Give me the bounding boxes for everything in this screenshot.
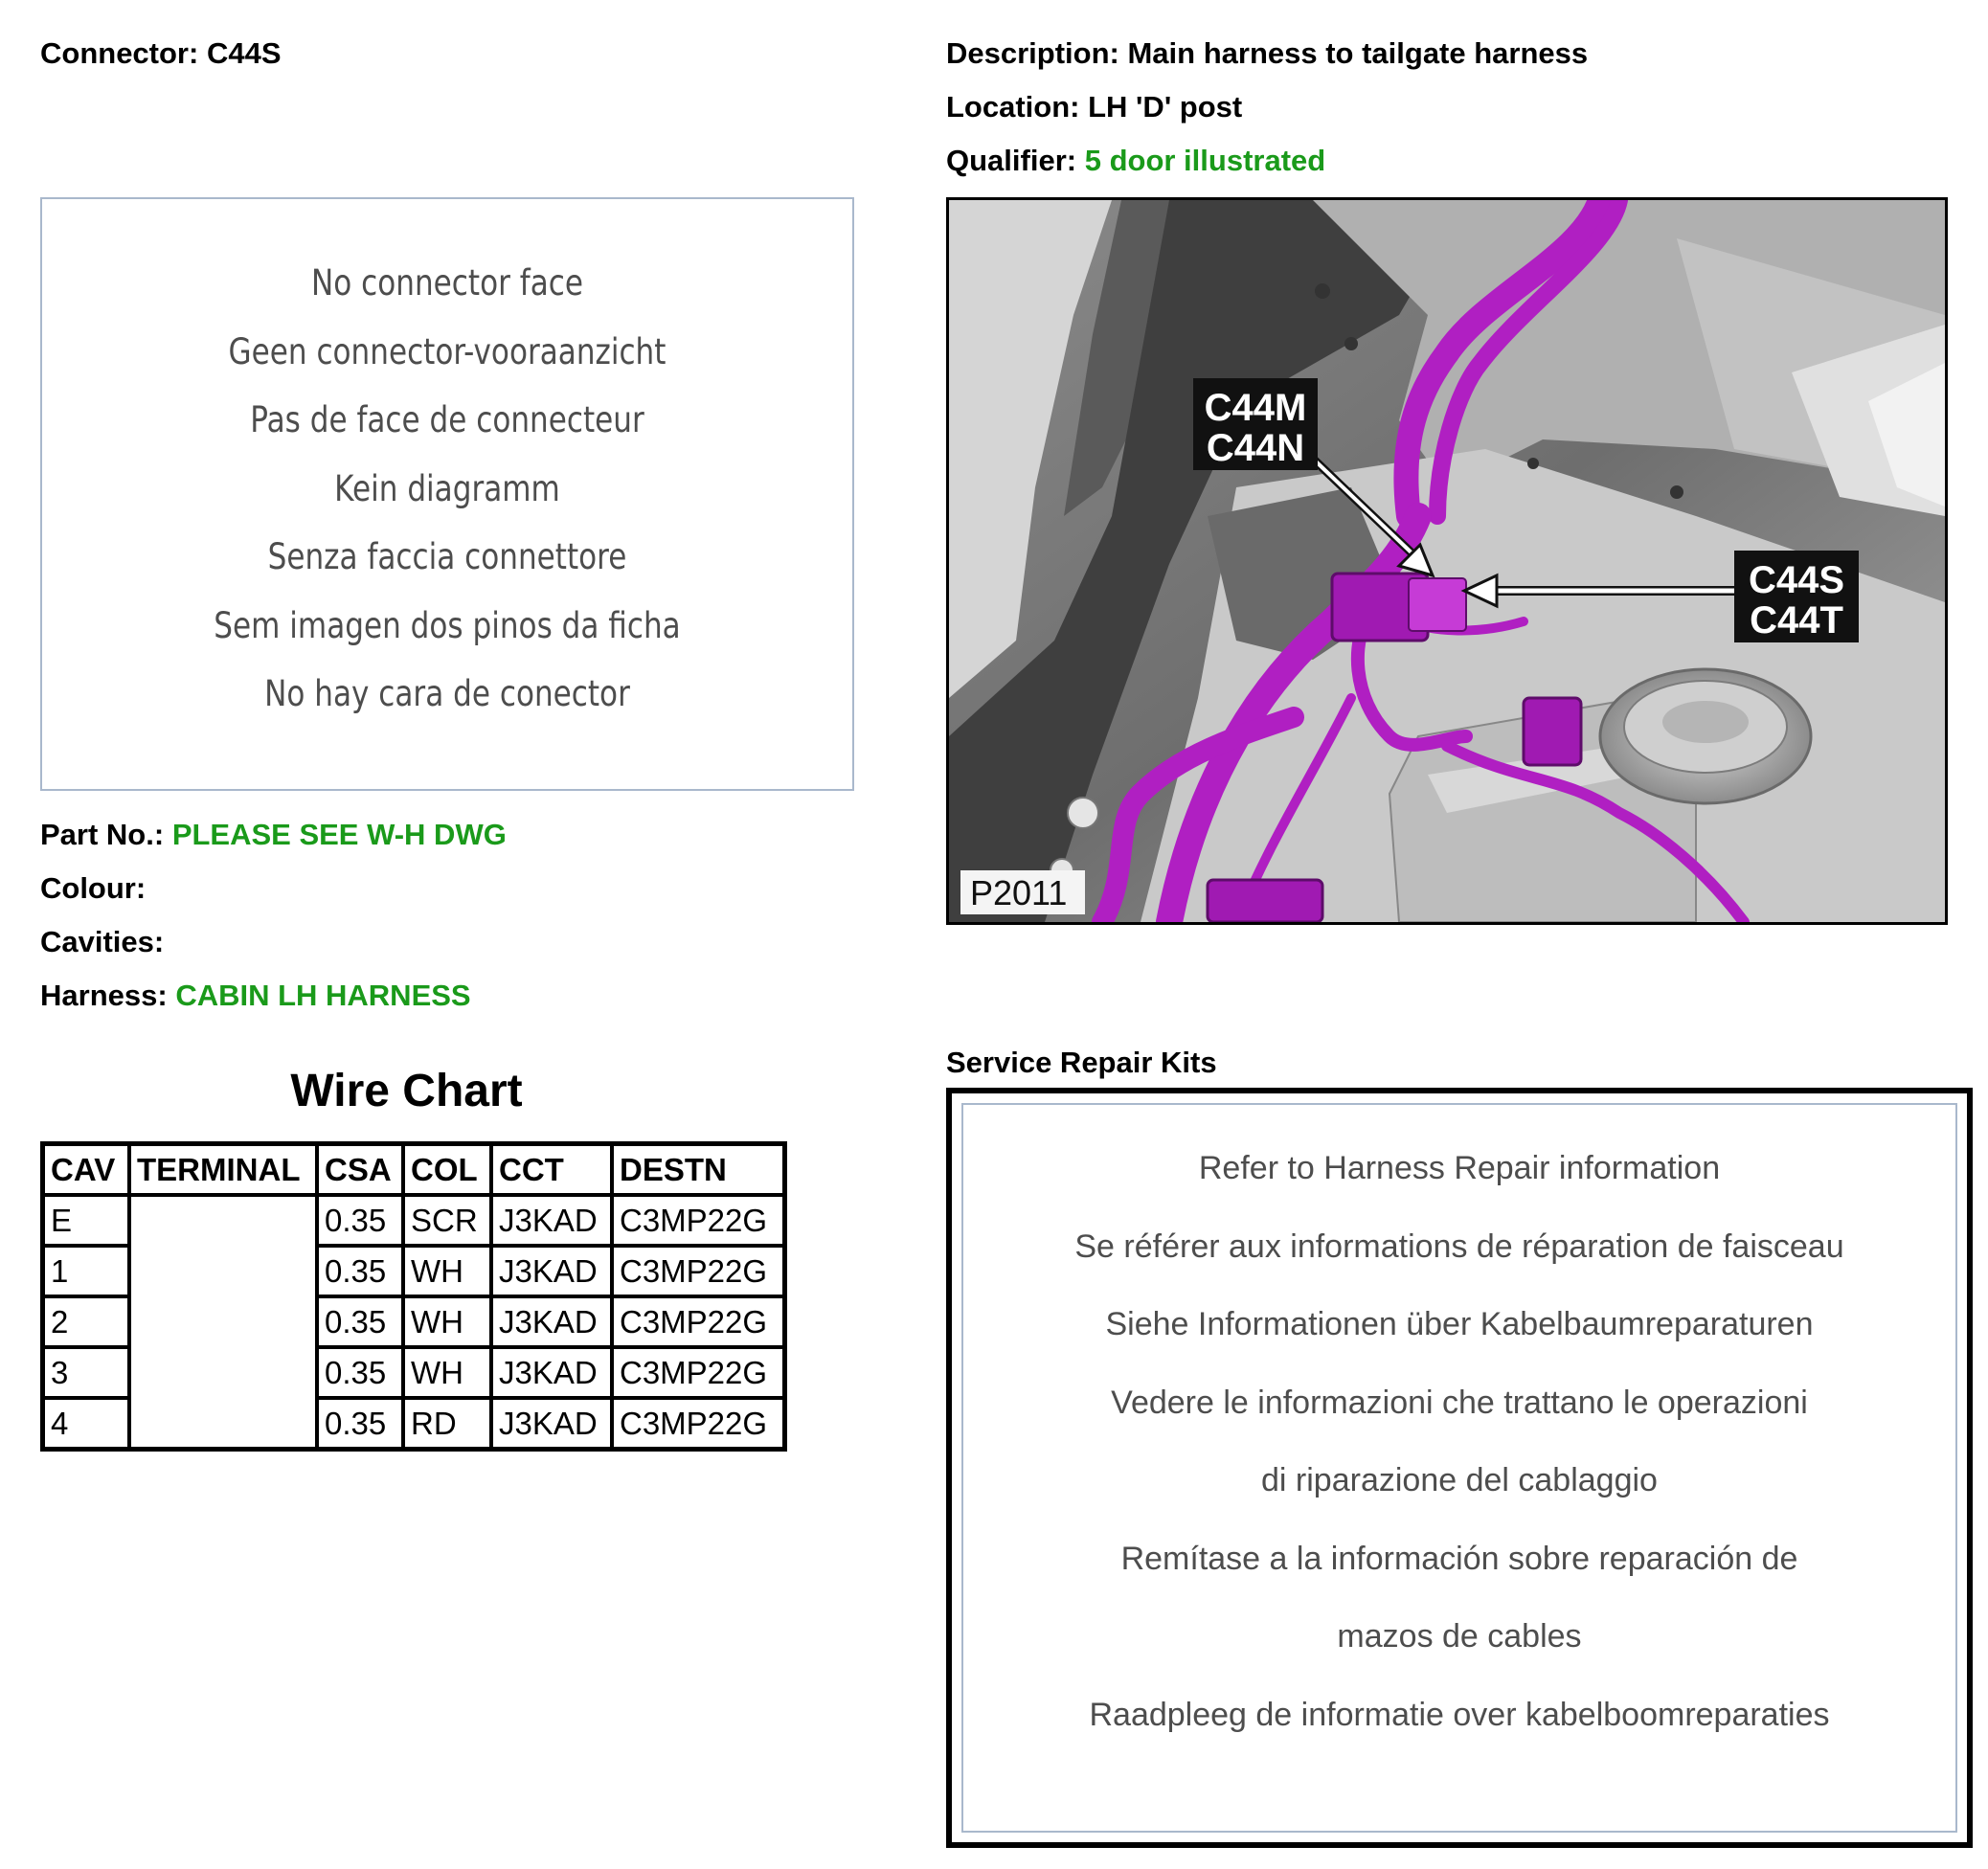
colour-row [40, 869, 146, 908]
location-value: LH 'D' post [1088, 90, 1243, 124]
repair-info-line: Siehe Informationen über Kabelbaumreparaturen [1105, 1306, 1814, 1342]
cell-cav: 4 [43, 1398, 130, 1450]
location-photo-illustration [949, 200, 1945, 922]
cell-cav: 1 [43, 1246, 130, 1296]
location-label: Location: [946, 90, 1080, 124]
description-value: Main harness to tailgate harness [1127, 36, 1589, 70]
cell-col: WH [403, 1246, 491, 1296]
description-label: Description: [946, 36, 1119, 70]
callout-c44m: C44M [1204, 387, 1307, 429]
wire-chart-title: Wire Chart [290, 1066, 523, 1116]
cell-destn: C3MP22G [612, 1195, 785, 1246]
cell-cct: J3KAD [491, 1296, 612, 1347]
cell-cct: J3KAD [491, 1398, 612, 1450]
repair-info-line: Vedere le informazioni che trattano le operazioni [1111, 1384, 1808, 1421]
part-no-value: PLEASE SEE W-H DWG [171, 818, 507, 851]
connector-face-text [42, 249, 852, 729]
cavities-label: Cavities: [40, 925, 165, 958]
cell-destn: C3MP22G [612, 1347, 785, 1398]
location-row [946, 88, 1242, 126]
table-row [43, 1195, 785, 1246]
service-repair-kits-inner [961, 1103, 1957, 1833]
col-header-cct: CCT [491, 1144, 612, 1196]
cell-csa: 0.35 [317, 1195, 403, 1246]
cell-csa: 0.35 [317, 1398, 403, 1450]
cell-col: WH [403, 1347, 491, 1398]
repair-info-line: di riparazione del cablaggio [1261, 1462, 1658, 1498]
figure-id: P2011 [970, 873, 1068, 912]
wire-chart-header-row [43, 1144, 785, 1196]
connector-face-line: Kein diagramm [334, 467, 560, 509]
cell-csa: 0.35 [317, 1246, 403, 1296]
col-header-cav: CAV [43, 1144, 130, 1196]
cell-cct: J3KAD [491, 1347, 612, 1398]
connector-label: Connector: [40, 36, 199, 70]
cell-cct: J3KAD [491, 1246, 612, 1296]
cell-col: RD [403, 1398, 491, 1450]
cell-cct: J3KAD [491, 1195, 612, 1246]
connector-face-line: No connector face [311, 262, 583, 304]
service-repair-kits-text [963, 1130, 1955, 1754]
part-no-label: Part No.: [40, 818, 165, 851]
cell-cav: 2 [43, 1296, 130, 1347]
qualifier-label: Qualifier: [946, 144, 1077, 177]
qualifier-row [946, 142, 1325, 180]
cell-cav: E [43, 1195, 130, 1246]
qualifier-value: 5 door illustrated [1084, 144, 1326, 177]
repair-info-line: Raadpleeg de informatie over kabelboomreparaties [1089, 1696, 1830, 1733]
callout-c44t: C44T [1750, 599, 1843, 642]
cell-cav: 3 [43, 1347, 130, 1398]
part-no-row [40, 816, 507, 854]
cell-destn: C3MP22G [612, 1246, 785, 1296]
col-header-col: COL [403, 1144, 491, 1196]
cell-terminal [129, 1195, 317, 1450]
connector-face-line: Sem imagen dos pinos da ficha [214, 604, 681, 646]
colour-label: Colour: [40, 871, 147, 905]
repair-info-line: Remítase a la información sobre reparación de [1120, 1540, 1798, 1577]
service-repair-kits-title: Service Repair Kits [946, 1046, 1217, 1079]
harness-row [40, 977, 471, 1015]
cell-csa: 0.35 [317, 1347, 403, 1398]
connector-face-line: Geen connector-vooraanzicht [228, 330, 666, 372]
wire-chart-table [40, 1141, 787, 1452]
callout-c44n: C44N [1206, 427, 1305, 469]
cavities-row [40, 923, 164, 961]
cell-csa: 0.35 [317, 1296, 403, 1347]
harness-label: Harness: [40, 979, 168, 1012]
cell-destn: C3MP22G [612, 1296, 785, 1347]
connector-face-line: No hay cara de conector [264, 673, 630, 714]
connector-face-line: Pas de face de connecteur [250, 399, 644, 440]
repair-info-line: mazos de cables [1337, 1618, 1582, 1655]
col-header-csa: CSA [317, 1144, 403, 1196]
col-header-destn: DESTN [612, 1144, 785, 1196]
connector-face-panel [40, 197, 854, 791]
harness-value: CABIN LH HARNESS [175, 979, 471, 1012]
col-header-terminal: TERMINAL [129, 1144, 317, 1196]
service-repair-kits-panel [946, 1088, 1973, 1848]
callout-c44s: C44S [1748, 559, 1845, 601]
cell-destn: C3MP22G [612, 1398, 785, 1450]
connector-value: C44S [206, 36, 282, 70]
cell-col: WH [403, 1296, 491, 1347]
connector-face-line: Senza faccia connettore [267, 536, 627, 577]
connector-row [40, 34, 282, 73]
location-photo [946, 197, 1948, 925]
cell-col: SCR [403, 1195, 491, 1246]
repair-info-line: Se référer aux informations de réparation de faisceau [1074, 1227, 1844, 1265]
repair-info-line: Refer to Harness Repair information [1198, 1150, 1721, 1186]
description-row [946, 34, 1588, 73]
